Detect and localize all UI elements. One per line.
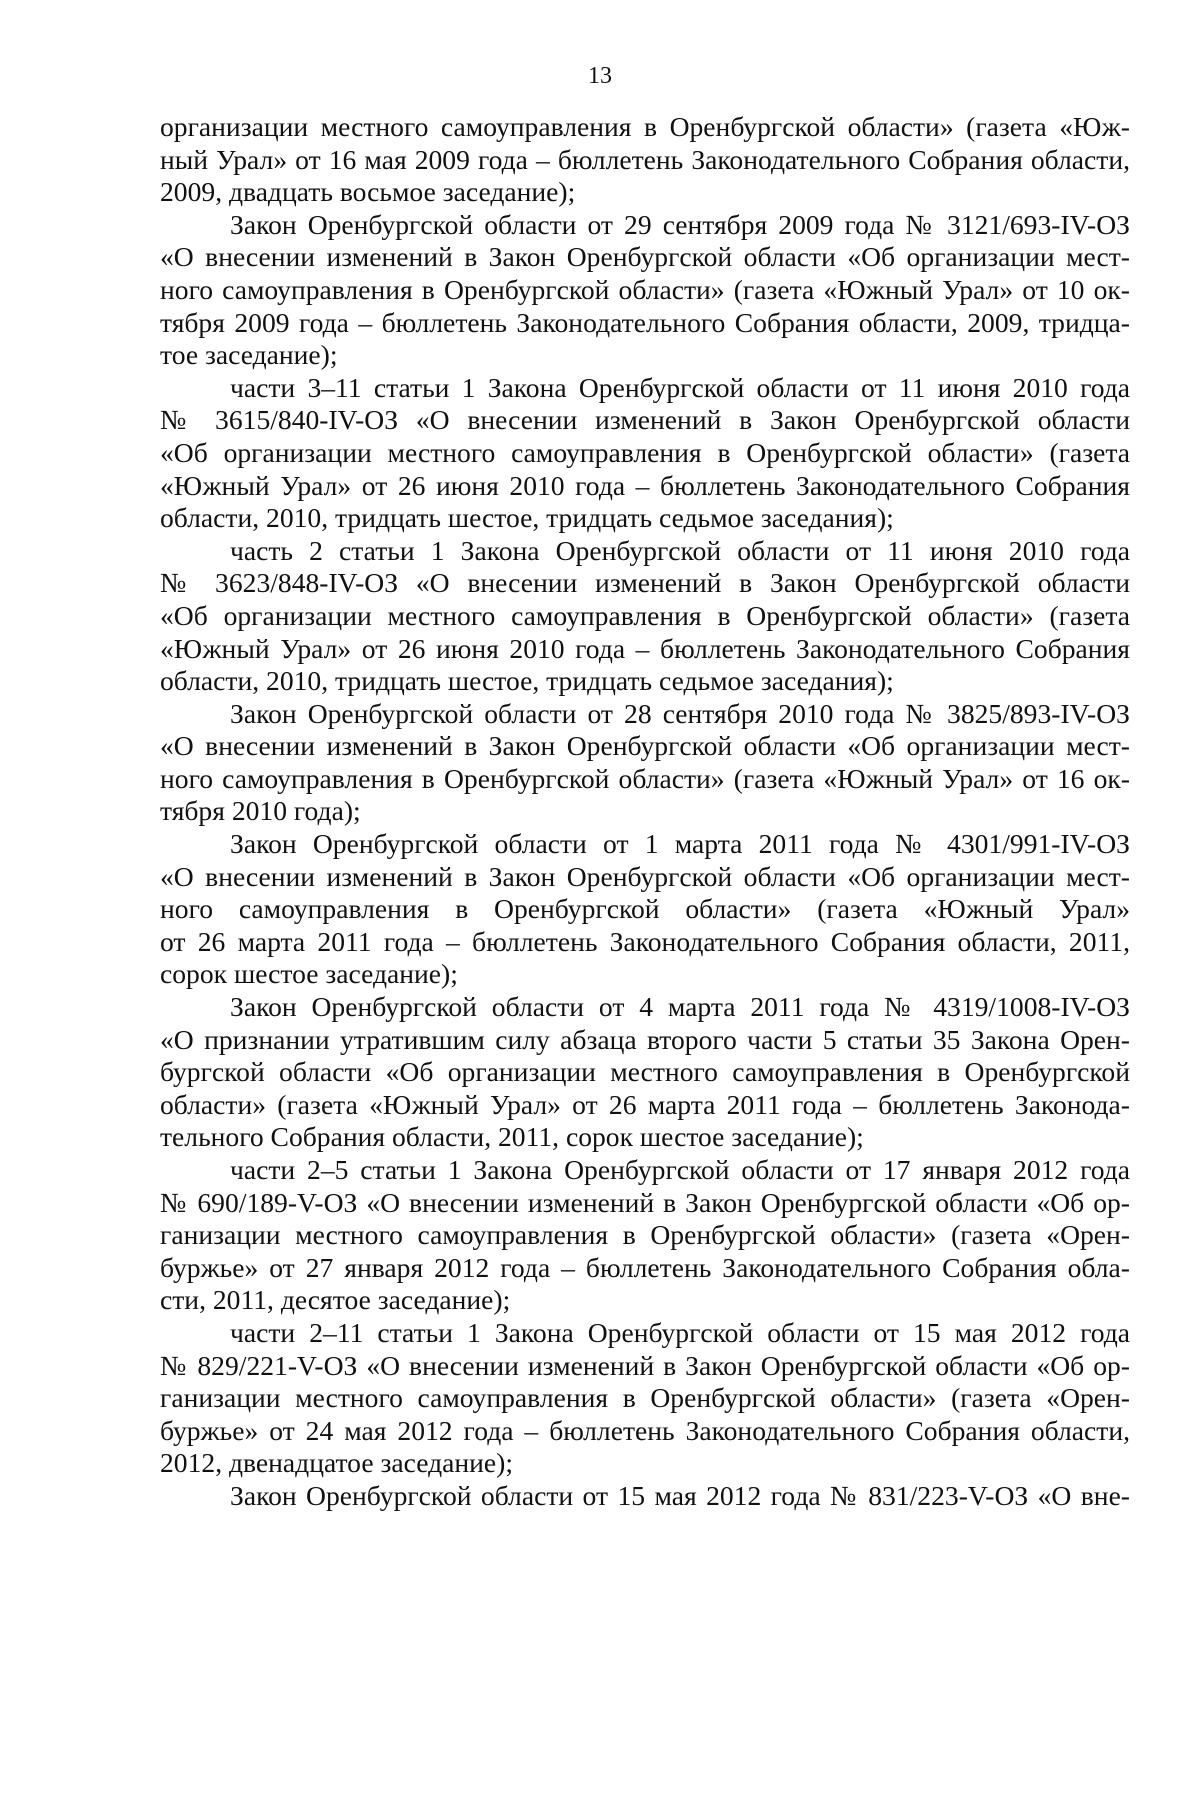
text-line: ного самоуправления в Оренбургской области» (газета «Южный Урал» от 10 ок- xyxy=(160,273,1130,305)
text-line: 2012, двенадцатое заседание); xyxy=(160,1447,514,1479)
text-line: сорок шестое заседание); xyxy=(160,958,458,990)
text-line: сти, 2011, десятое заседание); xyxy=(160,1284,511,1316)
text-line: Закон Оренбургской области от 4 марта 2011 года № 4319/1008-IV-ОЗ xyxy=(230,991,1130,1023)
text-line: ного самоуправления в Оренбургской области» (газета «Южный Урал» от 16 ок- xyxy=(160,762,1130,794)
text-line: части 2–5 статьи 1 Закона Оренбургской области от 17 января 2012 года xyxy=(230,1154,1130,1185)
text-line: «Южный Урал» от 26 июня 2010 года – бюллетень Законодательного Собрания xyxy=(160,632,1130,664)
text-line: «О внесении изменений в Закон Оренбургской области «Об организации мест- xyxy=(160,730,1130,762)
text-line: № 690/189-V-ОЗ «О внесении изменений в Закон Оренбургской области «Об ор- xyxy=(160,1186,1130,1218)
text-line: «О внесении изменений в Закон Оренбургской области «Об организации мест- xyxy=(160,241,1130,273)
text-line: «О внесении изменений в Закон Оренбургской области «Об организации мест- xyxy=(160,860,1130,892)
text-line: тое заседание); xyxy=(160,339,338,371)
text-line: буржье» от 24 мая 2012 года – бюллетень Законодательного Собрания области, xyxy=(160,1414,1130,1446)
text-line: от 26 марта 2011 года – бюллетень Законодательного Собрания области, 2011, xyxy=(160,925,1130,957)
text-line: «Об организации местного самоуправления в Оренбургской области» (газета xyxy=(160,599,1130,631)
text-line: № 829/221-V-ОЗ «О внесении изменений в Закон Оренбургской области «Об ор- xyxy=(160,1349,1130,1381)
text-line: области, 2010, тридцать шестое, тридцать седьмое заседания); xyxy=(160,502,894,534)
text-line: области, 2010, тридцать шестое, тридцать седьмое заседания); xyxy=(160,665,894,697)
text-line: организации местного самоуправления в Оренбургской области» (газета «Юж- xyxy=(160,111,1130,142)
text-line: буржье» от 27 января 2012 года – бюллетень Законодательного Собрания обла- xyxy=(160,1251,1130,1283)
text-line: часть 2 статьи 1 Закона Оренбургской области от 11 июня 2010 года xyxy=(230,534,1130,566)
text-line: тября 2009 года – бюллетень Законодательного Собрания области, 2009, тридца- xyxy=(160,306,1130,338)
text-line: «Об организации местного самоуправления в Оренбургской области» (газета xyxy=(160,436,1130,468)
text-line: № 3623/848-IV-ОЗ «О внесении изменений в Закон Оренбургской области xyxy=(160,567,1130,599)
text-line: тября 2010 года); xyxy=(160,795,361,827)
text-line: части 2–11 статьи 1 Закона Оренбургской области от 15 мая 2012 года xyxy=(230,1316,1130,1348)
text-line: Закон Оренбургской области от 29 сентября 2009 года № 3121/693-IV-ОЗ xyxy=(230,208,1130,240)
text-line: 2009, двадцать восьмое заседание); xyxy=(160,176,576,208)
text-line: Закон Оренбургской области от 28 сентября 2010 года № 3825/893-IV-ОЗ xyxy=(230,697,1130,729)
text-line: бургской области «Об организации местного самоуправления в Оренбургской xyxy=(160,1056,1130,1088)
text-line: «О признании утратившим силу абзаца второго части 5 статьи 35 Закона Орен- xyxy=(160,1023,1130,1055)
text-line: № 3615/840-IV-ОЗ «О внесении изменений в Закон Оренбургской области xyxy=(160,404,1130,436)
text-line: ганизации местного самоуправления в Оренбургской области» (газета «Орен- xyxy=(160,1219,1130,1251)
text-line: тельного Собрания области, 2011, сорок шестое заседание); xyxy=(160,1121,864,1153)
text-line: части 3–11 статьи 1 Закона Оренбургской области от 11 июня 2010 года xyxy=(230,371,1130,403)
page-number: 13 xyxy=(588,63,612,89)
text-line: области» (газета «Южный Урал» от 26 марта 2011 года – бюллетень Законода- xyxy=(160,1088,1130,1120)
text-line: ного самоуправления в Оренбургской области» (газета «Южный Урал» xyxy=(160,893,1130,925)
text-line: ный Урал» от 16 мая 2009 года – бюллетень Законодательного Собрания области, xyxy=(160,143,1130,175)
document-body xyxy=(160,111,1130,1513)
text-line: «Южный Урал» от 26 июня 2010 года – бюллетень Законодательного Собрания xyxy=(160,469,1130,501)
text-line: ганизации местного самоуправления в Оренбургской области» (газета «Орен- xyxy=(160,1382,1130,1414)
text-line: Закон Оренбургской области от 1 марта 2011 года № 4301/991-IV-ОЗ xyxy=(230,828,1130,860)
text-line: Закон Оренбургской области от 15 мая 2012 года № 831/223-V-ОЗ «О вне- xyxy=(230,1479,1130,1511)
